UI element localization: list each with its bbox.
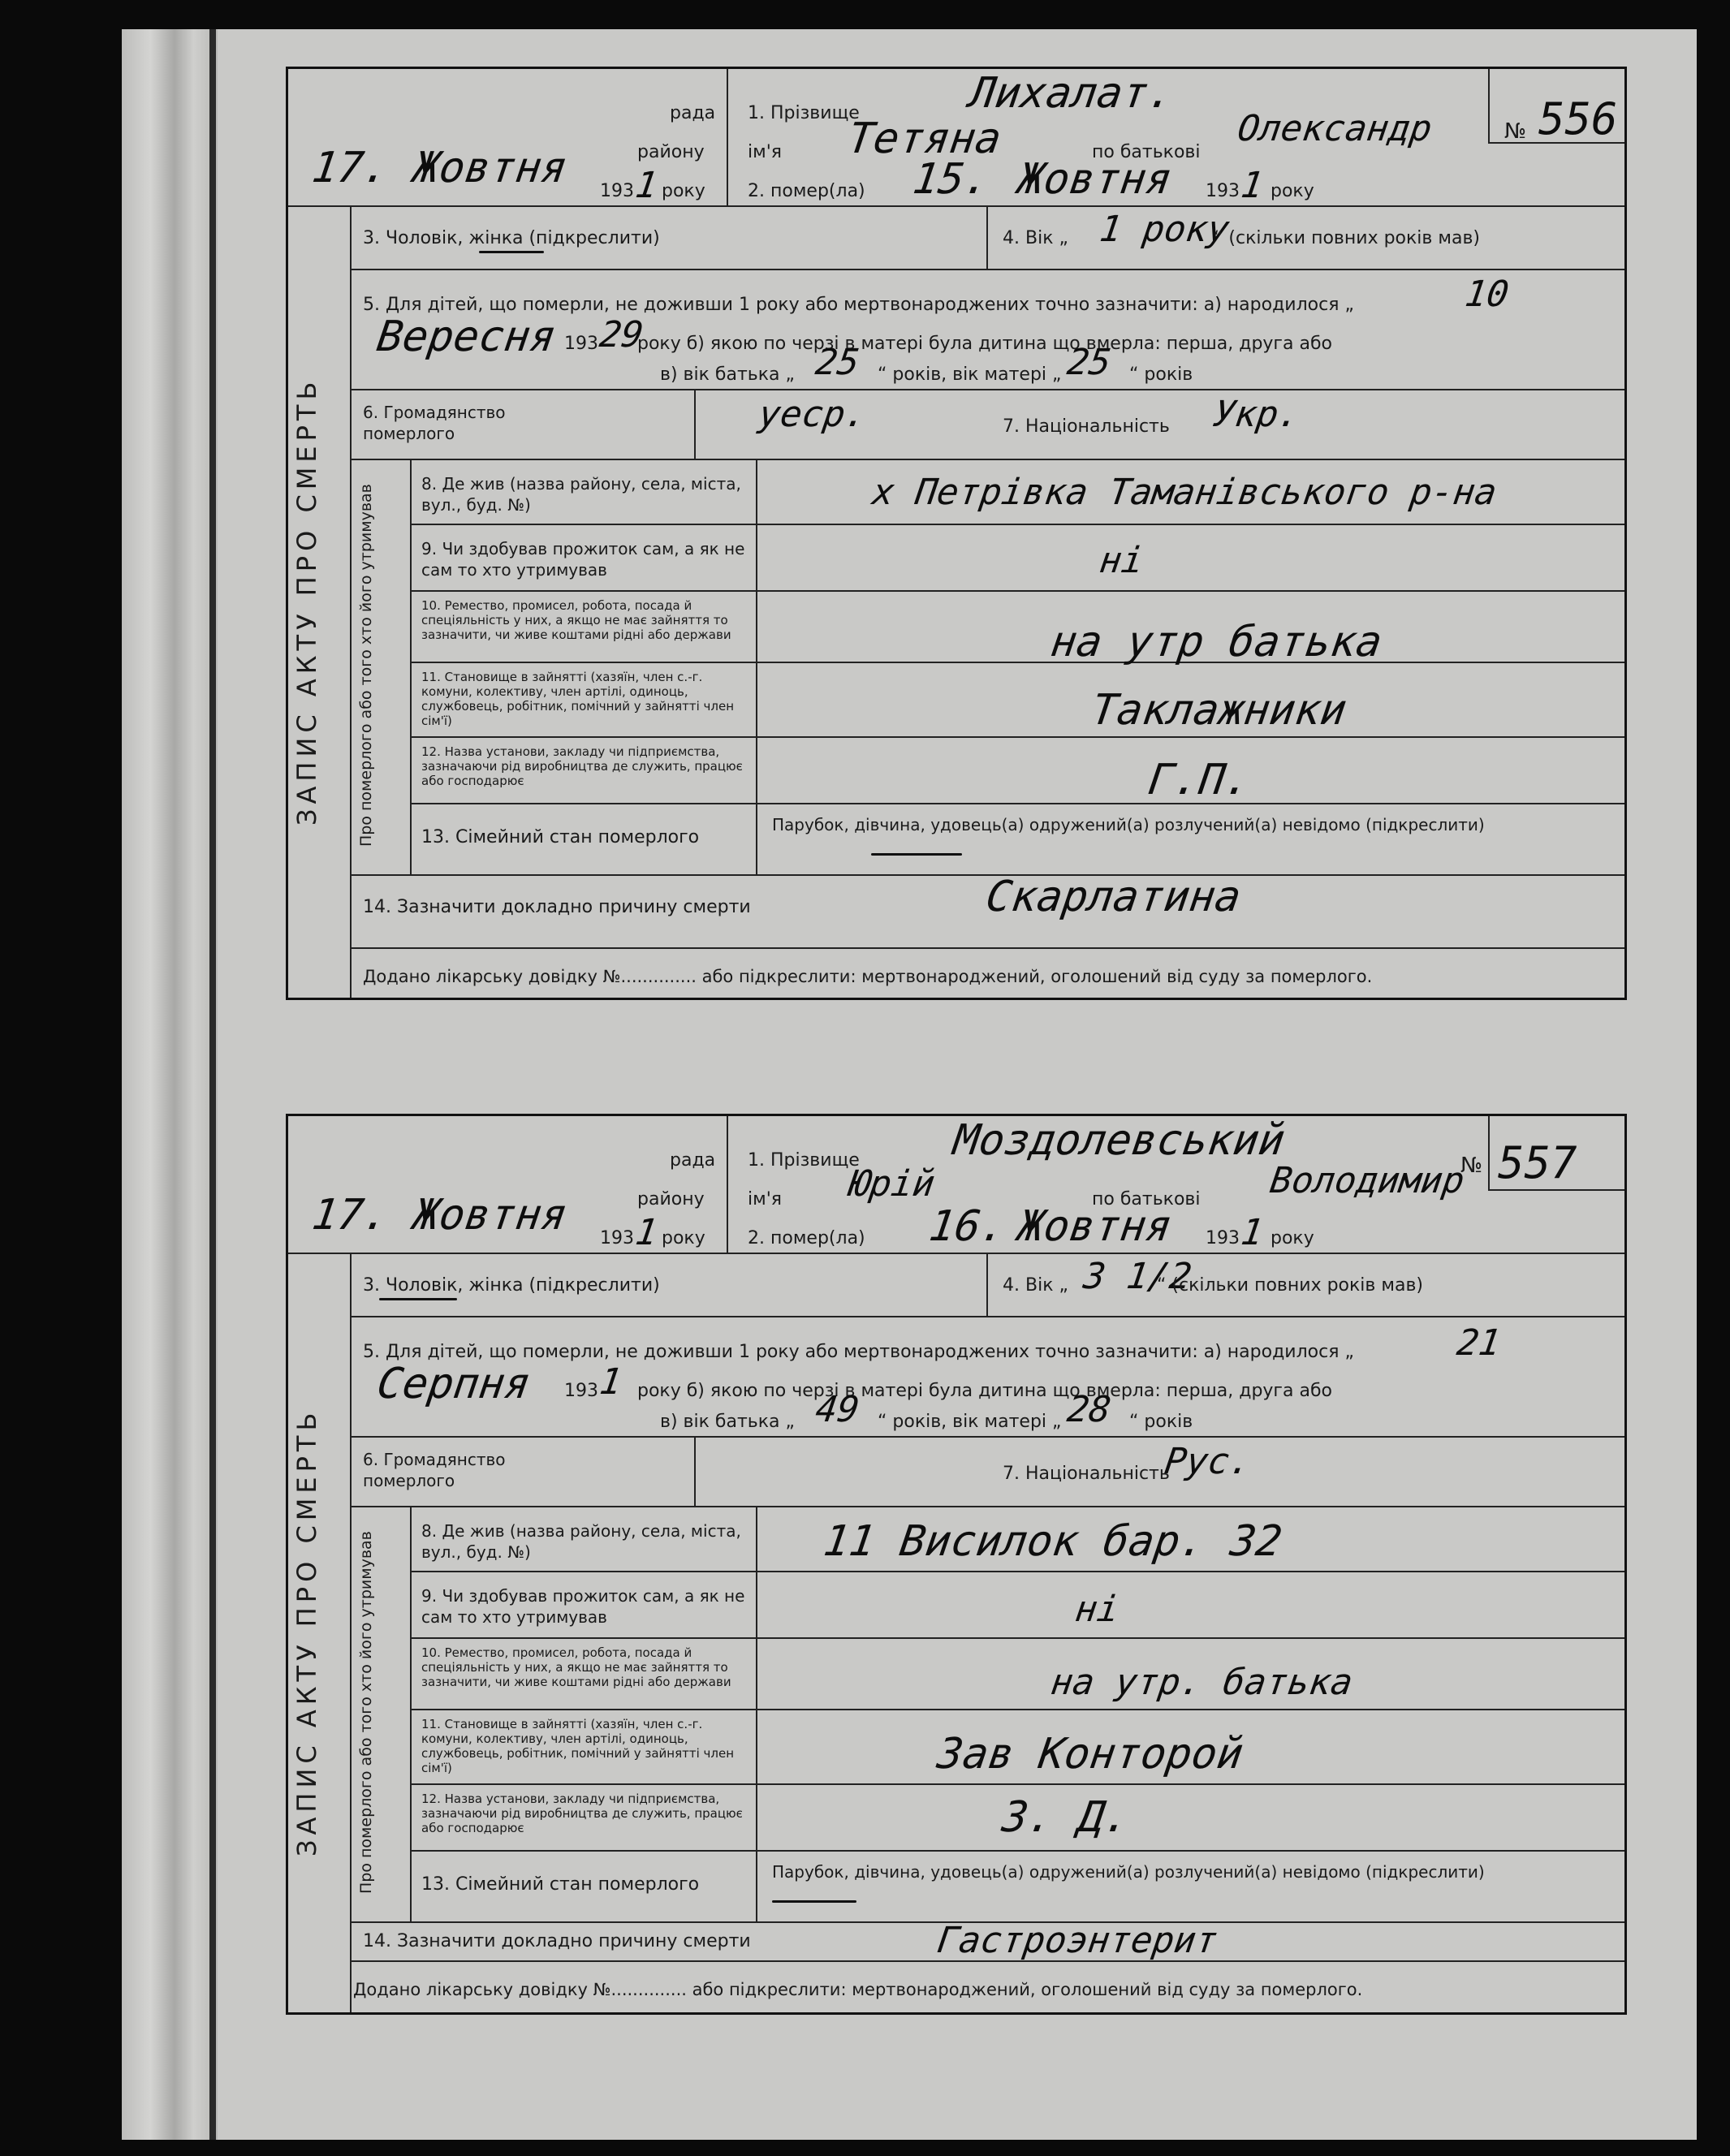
record-number-value: 556 [1538,93,1618,144]
surname-value: Моздолевський [950,1116,1288,1165]
nationality-label: 7. Національність [1003,416,1170,437]
father-age-value: 49 [813,1389,862,1430]
nationality-value: Укр. [1210,394,1303,435]
sidebar [288,205,352,998]
mother-age-value: 25 [1064,342,1114,383]
reg-year-label: 193 [600,1228,634,1248]
q13-label: 13. Сімейний стан померлого [421,827,700,847]
mother-age-value: 28 [1064,1389,1114,1430]
cause-value: Скарлатина [982,873,1245,921]
birth-year-label: 193 [564,1381,598,1401]
death-roku-label: року [1271,1228,1314,1248]
q13-label: 13. Сімейний стан померлого [421,1874,700,1895]
birth-day-value: 21 [1454,1322,1504,1364]
q12-label: 12. Назва установи, закладу чи підприємства, зазначаючи рід виробництва де служить, працює або господарює [421,1792,743,1835]
patronymic-value: Олександр [1235,108,1435,149]
surname-label: 1. Прізвище [748,1150,860,1171]
patronymic-label: по батькові [1092,1189,1201,1210]
father-age-label: в) вік батька „ [660,1412,795,1432]
institution-value: З. Д. [999,1793,1133,1842]
death-month-value: Жовтня [1015,155,1176,204]
children-line-1: 5. Для дітей, що померли, не доживши 1 року або мертвонароджених точно зазначити: а) народилося „ [363,1342,1354,1362]
q14-label: 14. Зазначити докладно причину смерти [363,897,751,917]
death-month-value: Жовтня [1015,1202,1176,1251]
mother-age-label: “ років, вік матері „ [878,364,1062,385]
q9-label: 9. Чи здобував прожиток сам, а як не сам то хто утримував [421,1586,745,1627]
citizenship-label: 6. Громадянство померлого [363,1450,506,1490]
died-label: 2. помер(ла) [748,181,865,201]
record-number-value: 557 [1498,1137,1577,1188]
sex-underline [479,251,544,253]
father-age-value: 25 [813,342,862,383]
name-label: ім'я [748,142,782,162]
patronymic-value: Володимир [1267,1160,1468,1201]
reg-date-value: 17. Жовтня [308,1191,571,1240]
father-age-label: в) вік батька „ [660,364,795,385]
q11-label: 11. Становище в зайнятті (хазяїн, член с.-г. комуни, колективу, член артілі, одиноць, службовець, робітник, помічний у зайнятті член сім'ї) [421,1717,735,1775]
q13-options: Парубок, дівчина, удовець(а) одружений(а) розлучений(а) невідомо (підкреслити) [772,815,1485,834]
name-value: Юрій [845,1163,938,1205]
record-number-label: № [1504,119,1527,144]
name-value: Тетяна [844,114,1005,163]
q11-label: 11. Становище в зайнятті (хазяїн, член с.-г. комуни, колективу, член артілі, одиноць, службовець, робітник, помічний у зайнятті член сім'ї) [421,670,735,728]
age-label: 4. Вік „ [1003,1275,1068,1296]
name-label: ім'я [748,1189,782,1210]
age-suffix: “ (скільки повних років мав) [1214,228,1480,248]
age-value: 1 року [1097,209,1232,250]
death-year-label: 193 [1206,1228,1240,1248]
citizenship-label: 6. Громадянство померлого [363,403,506,443]
sex-underline [379,1298,457,1300]
marital-underline [772,1900,856,1903]
q12-label: 12. Назва установи, закладу чи підприємства, зазначаючи рід виробництва де служить, працює або господарює [421,744,743,788]
reg-year-label: 193 [600,181,634,201]
death-record-form-2 [286,1114,1627,2015]
nationality-label: 7. Національність [1003,1464,1170,1484]
birth-month-value: Вересня [373,313,559,361]
position-value: Зав Конторой [934,1730,1246,1779]
death-roku-label: року [1271,181,1314,201]
surname-value: Лихалат. [966,69,1177,118]
children-line-2: року б) якою по черзі в матері була дитина що вмерла: перша, друга або [637,1381,1332,1401]
reg-date-value: 17. Жовтня [308,144,571,192]
sidebar-title: ЗАПИС АКТУ ПРО СМЕРТЬ [291,377,322,826]
birth-year-label: 193 [564,334,598,354]
citizenship-value: уеср. [756,394,870,435]
death-year-label: 193 [1206,181,1240,201]
birth-day-value: 10 [1462,274,1512,315]
support-value: ні [1072,1589,1122,1630]
mother-age-suffix: “ років [1129,1412,1193,1432]
q9-label: 9. Чи здобував прожиток сам, а як не сам то хто утримував [421,539,745,580]
support-value: ні [1097,540,1146,581]
q10-label: 10. Ремество, промисел, робота, посада й спеціяльність у них, а якщо не має зайняття то зазначити, чи живе коштами рідні або держави [421,598,731,642]
address-value: х Петрівка Таманівського р-на [869,472,1499,513]
address-value: 11 Висилок бар. 32 [820,1517,1285,1566]
rayon-label: району [637,1189,705,1210]
occupation-value: на утр батька [1047,618,1386,666]
subject-side-label: Про померлого або того хто його утримував [357,484,375,847]
subject-side-label: Про померлого або того хто його утримував [357,1531,375,1895]
sidebar [288,1253,352,2012]
record-number-label: № [1460,1153,1483,1178]
rada-label: рада [670,1150,716,1171]
footer-note: Додано лікарську довідку №.............. або підкреслити: мертвонароджений, оголошений від суду за померлого. [363,967,1373,986]
q8-label: 8. Де жив (назва району, села, міста, вул., буд. №) [421,1521,741,1562]
death-day-value: 16. [925,1202,1010,1251]
binding-edge [209,29,216,2140]
institution-value: Г.П. [1145,756,1254,804]
death-record-form-1 [286,67,1627,1000]
q14-label: 14. Зазначити докладно причину смерти [363,1931,751,1951]
occupation-value: на утр. батька [1048,1662,1356,1703]
q10-label: 10. Ремество, промисел, робота, посада й спеціяльність у них, а якщо не має зайняття то зазначити, чи живе коштами рідні або держави [421,1645,731,1689]
rayon-label: району [637,142,705,162]
cause-value: Гастроэнтерит [934,1920,1220,1961]
children-line-1: 5. Для дітей, що померли, не доживши 1 року або мертвонароджених точно зазначити: а) народилося „ [363,295,1354,315]
page-binding [122,29,218,2140]
sex-label: 3. Чоловік, жінка (підкреслити) [363,1275,660,1296]
age-suffix: “ (скільки повних років мав) [1157,1275,1423,1296]
footer-note: Додано лікарську довідку №.............. або підкреслити: мертвонароджений, оголошений від суду за померлого. [353,1980,1363,1999]
roku-label: року [662,181,705,201]
sidebar-title: ЗАПИС АКТУ ПРО СМЕРТЬ [291,1408,322,1857]
patronymic-label: по батькові [1092,142,1201,162]
q8-label: 8. Де жив (назва району, села, міста, вул., буд. №) [421,474,741,515]
death-year-digit: 1 [1238,1212,1266,1253]
birth-month-value: Серпня [373,1360,534,1408]
age-value: 3 1/2 [1081,1256,1195,1297]
age-label: 4. Вік „ [1003,228,1068,248]
children-line-2: року б) якою по черзі в матері була дитина що вмерла: перша, друга або [637,334,1332,354]
reg-year-digit: 1 [632,1212,661,1253]
sex-label: 3. Чоловік, жінка (підкреслити) [363,228,660,248]
birth-year-digit: 1 [597,1361,625,1403]
died-label: 2. помер(ла) [748,1228,865,1248]
surname-label: 1. Прізвище [748,103,860,123]
nationality-value: Рус. [1162,1441,1254,1482]
death-year-digit: 1 [1238,165,1266,206]
position-value: Таклажники [1088,686,1350,735]
roku-label: року [662,1228,705,1248]
rada-label: рада [670,103,716,123]
q13-options: Парубок, дівчина, удовець(а) одружений(а) розлучений(а) невідомо (підкреслити) [772,1862,1485,1882]
mother-age-label: “ років, вік матері „ [878,1412,1062,1432]
marital-underline [871,853,962,856]
mother-age-suffix: “ років [1129,364,1193,385]
reg-year-digit: 1 [632,165,661,206]
death-day-value: 15. [909,155,994,204]
birth-year-digit: 29 [597,314,646,356]
